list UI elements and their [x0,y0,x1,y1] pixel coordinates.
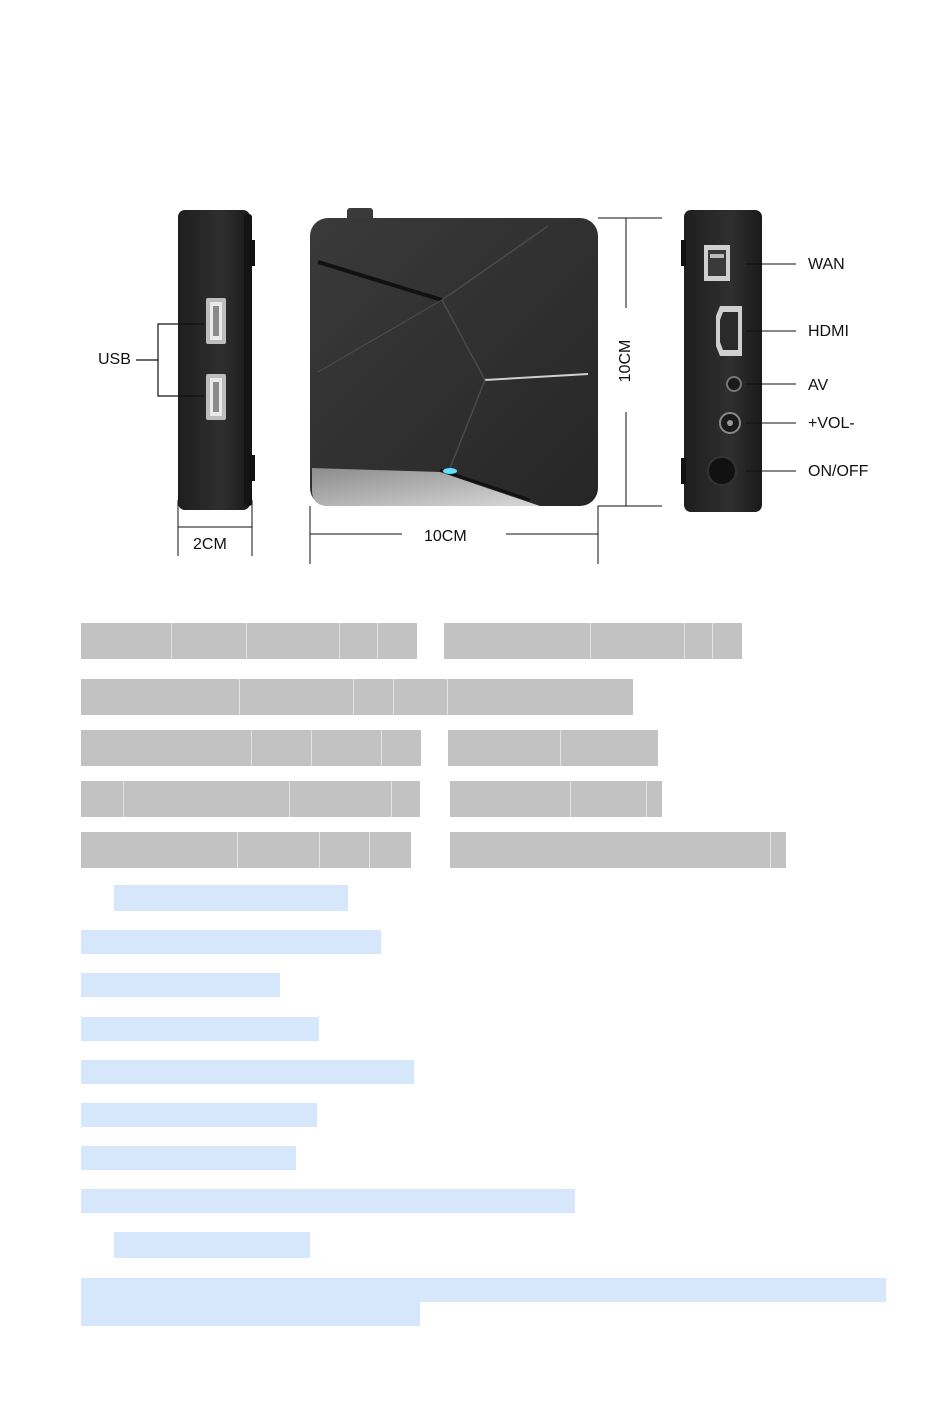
hdmi-port-icon [716,306,742,356]
redacted-row [444,623,742,659]
redacted-row [448,730,658,766]
redacted-row [81,832,411,868]
redacted-line [81,1189,575,1213]
redacted-line [81,973,280,997]
port-label-hdmi: HDMI [808,323,849,340]
power-button-icon [708,457,736,485]
product-dimension-diagram [0,0,950,600]
redacted-row [81,679,633,715]
top-view [310,208,662,564]
port-label-onoff: ON/OFF [808,463,869,480]
usb-port-2 [206,374,226,420]
left-side-view [136,210,255,556]
redacted-row [81,623,417,659]
led-indicator-icon [443,468,457,474]
redacted-row [450,781,662,817]
height-dimension-label: 10CM [617,339,634,383]
port-label-vol: +VOL- [808,415,855,432]
redacted-row [450,832,786,868]
redacted-line [81,930,381,954]
redacted-line [81,1103,317,1127]
port-label-wan: WAN [808,256,845,273]
usb-port-1 [206,298,226,344]
right-side-view [681,210,796,512]
depth-dimension-label: 2CM [193,536,227,553]
usb-label: USB [98,351,131,368]
av-jack-icon [727,377,741,391]
wan-port-icon [704,245,730,281]
width-dimension-label: 10CM [424,528,467,545]
redacted-line [81,1146,296,1170]
redacted-heading [114,885,348,911]
port-label-av: AV [808,377,829,394]
diagram-svg [0,0,950,600]
redacted-row [81,781,420,817]
redacted-heading [114,1232,310,1258]
redacted-line [81,1060,414,1084]
redacted-row [81,730,421,766]
redacted-line [81,1302,420,1326]
redacted-line [81,1278,886,1302]
redacted-line [81,1017,319,1041]
